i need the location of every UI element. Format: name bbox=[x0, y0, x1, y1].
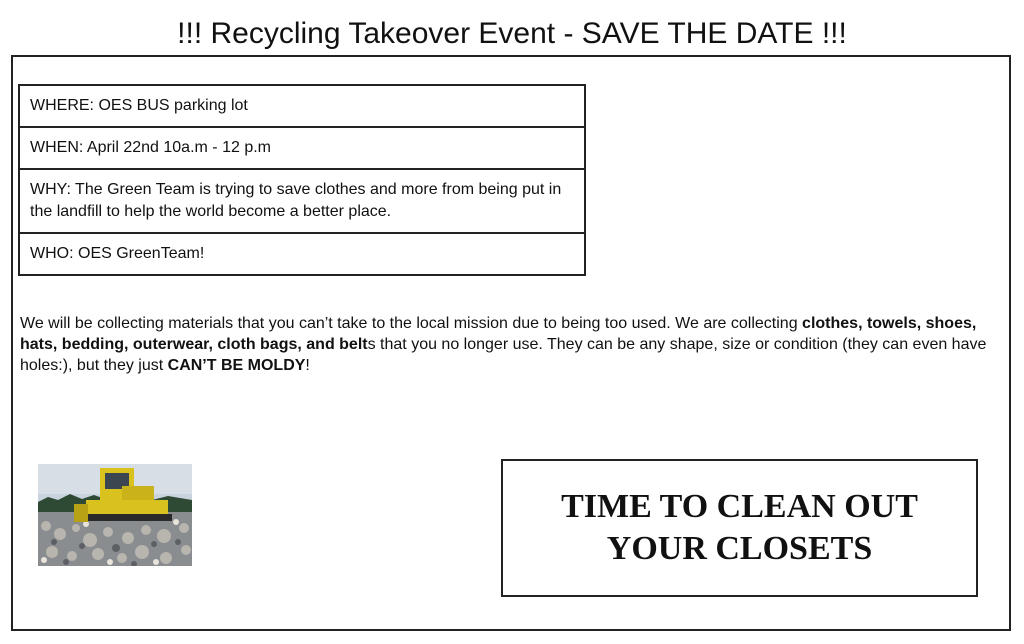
table-row bbox=[19, 127, 585, 169]
when-cell: WHEN: April 22nd 10a.m - 12 p.m bbox=[19, 127, 585, 169]
moldy-warning: CAN’T BE MOLDY bbox=[167, 357, 306, 374]
description-end: ! bbox=[305, 357, 310, 374]
callout-text: TIME TO CLEAN OUT YOUR CLOSETS bbox=[561, 488, 918, 567]
description-intro: We will be collecting materials that you can’t take to the local mission due to being too used. We are collecting bbox=[20, 315, 803, 332]
table-row bbox=[19, 169, 585, 233]
landfill-bulldozer-photo bbox=[38, 464, 192, 566]
where-cell: WHERE: OES BUS parking lot bbox=[19, 85, 585, 127]
clean-closets-callout bbox=[501, 459, 978, 597]
collection-description bbox=[20, 313, 1000, 376]
description-middle: s that you no longer use. They can be any shape, size or condition (they can even have holes:), but they just bbox=[20, 336, 987, 374]
page-title: !!! Recycling Takeover Event - SAVE THE DATE !!! bbox=[177, 17, 847, 50]
who-cell: WHO: OES GreenTeam! bbox=[19, 233, 585, 275]
table-row bbox=[19, 233, 585, 275]
event-details-table bbox=[18, 84, 586, 276]
why-cell: WHY: The Green Team is trying to save clothes and more from being put in the landfill to help the world become a better place. bbox=[19, 169, 585, 233]
table-row bbox=[19, 85, 585, 127]
collected-items: clothes, towels, shoes, hats, bedding, outerwear, cloth bags, and belt bbox=[20, 315, 977, 353]
